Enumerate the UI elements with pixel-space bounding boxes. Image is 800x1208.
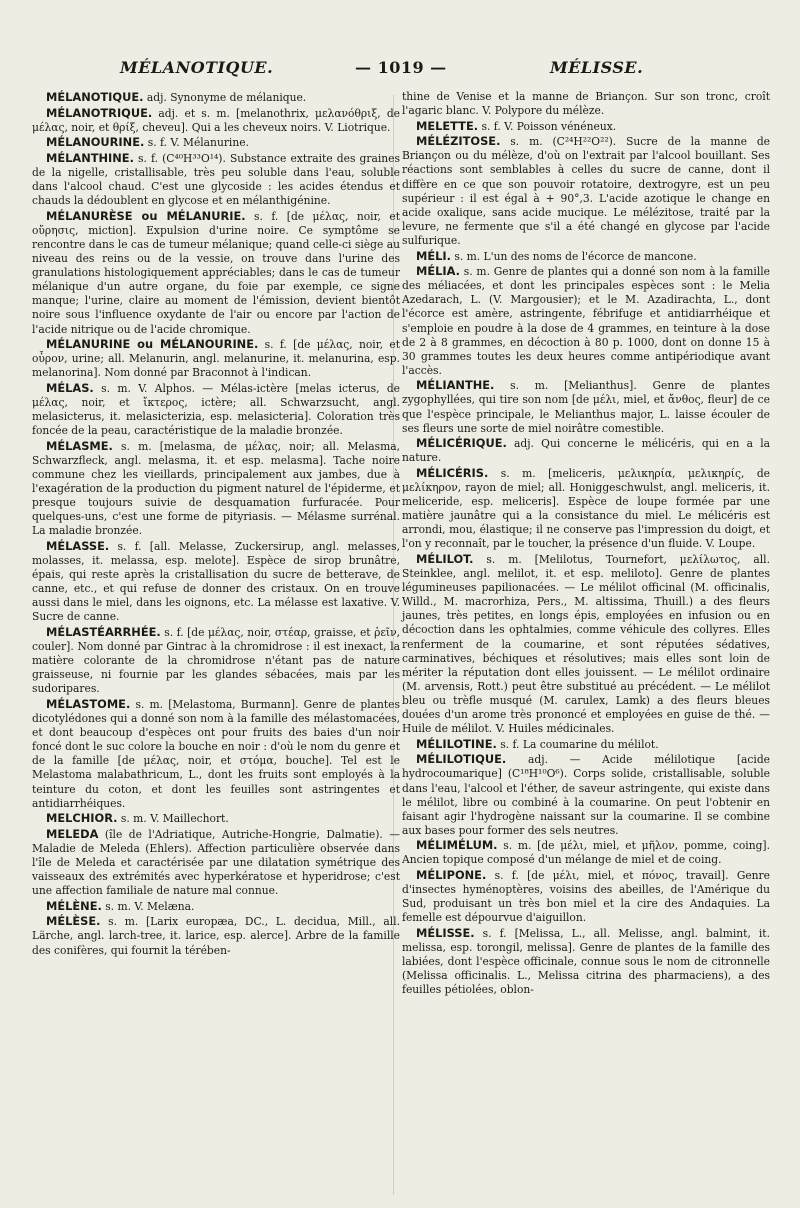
entry-headword: MÉLANOTRIQUE. xyxy=(46,105,153,120)
dictionary-entry xyxy=(402,90,770,118)
dictionary-entry xyxy=(402,752,770,838)
dictionary-entry xyxy=(32,106,400,135)
dictionary-entry xyxy=(32,209,400,337)
entry-definition: s. m. V. Maillechort. xyxy=(117,812,229,826)
page-number: — 1019 — xyxy=(355,58,447,77)
entry-definition: s. m. Genre de plantes qui a donné son nom à la famille des méliacées, et dont les principales espèces sont : le Melia Azedarach, L. (V. Margousier); et le M. Azadirachta, L., dont l'écorce est amère, astringente, fébrifuge et antidiarrhéique et s'emploie en poudre à la dose de 4 grammes, en teinture à la dose de 2 à 8 grammes, en décoction à 80 p. 1000, dont on donne 15 à 30 grammes toutes les deux heures comme antipériodique avant l'accès. xyxy=(402,265,770,377)
entry-headword: MELCHIOR. xyxy=(46,811,118,826)
dictionary-entry xyxy=(32,135,400,150)
dictionary-entry xyxy=(32,439,400,539)
right-column xyxy=(402,90,770,998)
entry-definition: s. m. [meliceris, μελικηρία, μελικηρίς, de μελίκηρον, rayon de miel; all. Honiggeschwulst, angl. meliceris, it. meliceride, esp. meliceris]. Espèce de loupe formée par une matière jaunâtre qui a la consistance du miel. Le mélicéris est arrondi, mou, élastique; il ne conserve pas l'impression du doigt, et l'on y reconnaît, par le toucher, la présence d'un fluide. V. Loupe. xyxy=(402,466,770,551)
entry-headword: MÉLASSE. xyxy=(46,538,110,553)
dictionary-entry xyxy=(402,264,770,378)
dictionary-entry xyxy=(32,381,400,438)
entry-headword: MELETTE. xyxy=(416,118,479,133)
dictionary-entry xyxy=(32,151,400,208)
dictionary-entry xyxy=(32,90,400,105)
dictionary-entry xyxy=(32,697,400,811)
entry-headword: MÉLIMÉLUM. xyxy=(416,838,498,853)
entry-definition: s. m. [Larix europæa, DC., L. decidua, Mill., all. Lärche, angl. larch-tree, it. larice, esp. alerce]. Arbre de la famille des conifères, qui fournit la térében- xyxy=(32,915,400,957)
dictionary-entry xyxy=(32,625,400,696)
entry-definition: s. f. V. Mélanurine. xyxy=(144,136,249,150)
entry-headword: MÉLIPONE. xyxy=(416,868,487,883)
entry-headword: MÉLANURÈSE ou MÉLANURIE. xyxy=(46,208,246,223)
entry-definition: s. f. V. Poisson vénéneux. xyxy=(478,119,617,133)
running-head-left: MÉLANOTIQUE. xyxy=(120,58,274,77)
dictionary-entry xyxy=(32,827,400,898)
left-column xyxy=(32,90,400,958)
entry-headword: MÉLICÉRIQUE. xyxy=(416,436,507,451)
entry-definition: s. m. [Melastoma, Burmann]. Genre de plantes dicotylédones qui a donné son nom à la famille des mélastomacées, et dont beaucoup d'espèces ont pour fruits des baies d'un noir foncé dont le suc colore la bouche en noir : d'où le nom du genre et de la famille [de μέλας, noir, et στόμα, bouche]. Tel est le Melastoma malabathricum, L., dont les fruits sont employés à la teinture du coton, et dont les feuilles sont astringentes et antidiarrhéiques. xyxy=(32,697,400,810)
entry-headword: MÉLANURINE ou MÉLANOURINE. xyxy=(46,337,259,352)
entry-definition: s. f. [de μέλι, miel, et πόνος, travail]. Genre d'insectes hyménoptères, voisins des abeilles, de l'Amérique du Sud, produisant un très bon miel et la cire des Andaquies. La femelle est dépourvue d'aiguillon. xyxy=(402,869,770,925)
entry-headword: MÉLANOTIQUE. xyxy=(46,90,144,104)
dictionary-entry xyxy=(402,134,770,248)
entry-headword: MÉLIA. xyxy=(416,264,460,279)
entry-definition: s. f. [de μέλας, noir, στέαρ, graisse, et ῥεῖν, couler]. Nom donné par Gintrac à la chromidrose : il est inexact, la matière colorante de la chromidrose n'étant pas de nature graisseuse, ni fournie par les glandes sébacées, mais par les sudoripares. xyxy=(32,625,400,696)
running-head-right: MÉLISSE. xyxy=(550,58,644,77)
entry-headword: MÉLANOURINE. xyxy=(46,135,145,150)
dictionary-entry xyxy=(402,838,770,867)
entry-headword: MÉLASTOME. xyxy=(46,696,131,711)
entry-definition: s. m. [de μέλι, miel, et μῆλον, pomme, coing]. Ancien topique composé d'un mélange de miel et de coing. xyxy=(402,839,770,867)
dictionary-entry xyxy=(32,811,400,826)
entry-definition: adj. Synonyme de mélanique. xyxy=(143,91,307,104)
dictionary-entry xyxy=(402,737,770,752)
dictionary-entry xyxy=(32,899,400,914)
entry-definition: (île de l'Adriatique, Autriche-Hongrie, Dalmatie). — Maladie de Meleda (Ehlers). Affection particulière observée dans l'île de Meleda et caractérisée par une dilatation symétrique des vaisseaux des extrémités avec hyperkératose et hyperidrose; c'est une affection familiale de nature mal connue. xyxy=(32,827,400,898)
entry-headword: MÉLAS. xyxy=(46,380,94,395)
entry-headword: MÉLISSE. xyxy=(416,925,475,940)
entry-definition: s. m. [Melilotus, Tournefort, μελίλωτος, all. Steinklee, angl. melilot, it. et esp. meliloto]. Genre de plantes légumineuses papilionacées. — Le mélilot officinal (M. officinalis, Willd., M. macrorhiza, Pers., M. altissima, Thuill.) a des fleurs jaunes, très petites, en longs épis, employées en infusion ou en décoction dans les ophtalmies, comme véhicule des collyres. Elles renferment de la coumarine, et sont réputées sédatives, carminatives, béchiques et résolutives; mais elles sont loin de mériter la réputation dont elles jouissent. — Le mélilot ordinaire (M. arvensis, Rott.) peut être substitué au précédent. — Le mélilot bleu ou trèfle musqué (M. carulex, Lamk) a des fleurs bleues douées d'un arome très prononcé et employées en guise de thé. — Huile de mélilot. V. Huiles médicinales. xyxy=(402,553,770,736)
entry-headword: MELEDA xyxy=(46,826,99,841)
entry-definition: s. f. [de μέλας, noir, et οὖρον, urine; all. Melanurin, angl. melanurine, it. melanurina, esp. melanorina]. Nom donné par Braconnot à l'indican. xyxy=(32,338,400,380)
entry-definition: s. m. (C²⁴H²²O²²). Sucre de la manne de Briançon ou du mélèze, d'où on l'extrait par l'alcool bouillant. Ses réactions sont semblables à celles du sucre de canne, dont il diffère en ce que son pouvoir rotatoire, dextrogyre, est un peu supérieur : il est égal à + 90°,3. L'acide azotique le change en acide oxalique, sans acide mucique. Le mélézitose, traité par la levure, ne fermente que s'il a été changé en glycose par l'acide sulfurique. xyxy=(402,135,770,247)
entry-definition: s. f. [de μέλας, noir, et οὔρησις, miction]. Expulsion d'urine noire. Ce symptôme se rencontre dans le cas de tumeur mélanique; quand celle-ci siège au niveau des reins ou de la vessie, on trouve dans l'urine des granulations histologiquement appréciables; dans le cas de tumeur mélanique d'un autre organe, du foie par exemple, ce signe manque; l'urine, claire au moment de l'émission, devient bientôt noire sous l'influence oxydante de l'air ou encore par l'action de l'acide nitrique ou de l'acide chromique. xyxy=(32,209,400,336)
entry-definition: s. f. (C⁴⁰H³³O¹⁴). Substance extraite des graines de la nigelle, cristallisable, très peu soluble dans l'eau, soluble dans l'alcool chaud. C'est une glycoside : les acides étendus et chauds la dédoublent en glycose et en mélanthigénine. xyxy=(32,151,400,208)
entry-headword: MÉLI. xyxy=(416,248,451,263)
dictionary-entry xyxy=(32,914,400,957)
entry-definition: adj. Qui concerne le mélicéris, qui en a la nature. xyxy=(402,437,770,465)
entry-definition: s. m. [Melianthus]. Genre de plantes zygophyllées, qui tire son nom [de μέλι, miel, et ἄνθος, fleur] de ce que l'espèce principale, le Melianthus major, L. laisse écouler de ses fleurs une sorte de miel noirâtre comestible. xyxy=(402,379,770,435)
entry-headword: MÉLICÉRIS. xyxy=(416,465,489,480)
entry-definition: s. m. V. Alphos. — Mélas-ictère [melas icterus, de μέλας, noir, et ἴκτερος, ictère; all. Schwarzsucht, angl. melasicterus, it. melasicterizia, esp. melasicteria]. Coloration très foncée de la peau, caractéristique de la maladie bronzée. xyxy=(32,381,400,438)
entry-headword: MÉLILOTINE. xyxy=(416,736,497,751)
entry-definition: s. f. [Melissa, L., all. Melisse, angl. balmint, it. melissa, esp. torongil, melissa]. Genre de plantes de la famille des labiées, dont l'espèce officinale, connue sous le nom de citronnelle (Melissa officinalis. L., Melissa citrina des pharmaciens), a des feuilles pétiolées, oblon- xyxy=(402,926,770,997)
entry-headword: MÉLASTÉARRHÉE. xyxy=(46,624,161,639)
entry-definition: s. m. V. Melæna. xyxy=(101,899,195,913)
dictionary-entry xyxy=(402,378,770,435)
entry-definition: s. f. [all. Melasse, Zuckersirup, angl. melasses, molasses, it. melassa, esp. melote]. Espèce de sirop brunâtre, épais, qui reste après la cristallisation du sucre de betterave, de canne, etc., et qui refuse de donner des cristaux. On en trouve aussi dans le miel, dans les oignons, etc. La mélasse est laxative. V. Sucre de canne. xyxy=(32,539,400,624)
entry-definition: s. f. La coumarine du mélilot. xyxy=(496,737,659,751)
running-head xyxy=(0,58,800,84)
dictionary-entry xyxy=(402,249,770,264)
entry-headword: MÉLASME. xyxy=(46,438,113,453)
dictionary-entry xyxy=(402,119,770,134)
entry-headword: MÉLÈNE. xyxy=(46,898,102,913)
entry-headword: MÉLILOTIQUE. xyxy=(416,752,507,767)
entry-definition: thine de Venise et la manne de Briançon. Sur son tronc, croît l'agaric blanc. V. Polypore du mélèze. xyxy=(402,90,770,118)
entry-headword: MÉLANTHINE. xyxy=(46,150,134,165)
dictionary-entry xyxy=(402,436,770,465)
dictionary-entry xyxy=(402,868,770,925)
entry-headword: MÉLÉZITOSE. xyxy=(416,134,501,149)
entry-headword: MÉLIANTHE. xyxy=(416,378,495,393)
dictionary-entry xyxy=(32,539,400,625)
entry-headword: MÉLÈSE. xyxy=(46,914,101,929)
entry-definition: s. m. L'un des noms de l'écorce de mancone. xyxy=(450,249,697,263)
dictionary-entry xyxy=(402,552,770,736)
dictionary-entry xyxy=(32,337,400,380)
entry-definition: s. m. [melasma, de μέλας, noir; all. Melasma, Schwarzfleck, angl. melasma, it. et esp. melasma]. Tache noire commune chez les vieillards, principalement aux jambes, due à l'exagération de la production du pigment naturel de l'épiderme, et presque toujours suivie de desquamation furfuracée. Pour quelques-uns, c'est une forme de pityriasis. — Mélasme surrénal. La maladie bronzée. xyxy=(32,439,400,538)
dictionary-entry xyxy=(402,926,770,997)
entry-definition: adj. — Acide mélilotique [acide hydrocoumarique] (C¹⁸H¹⁰O⁶). Corps solide, cristallisable, soluble dans l'eau, l'alcool et l'éther, de saveur astringente, qui existe dans le mélilot, libre ou combiné à la coumarine. On peut l'obtenir en faisant agir l'hydrogène naissant sur la coumarine. Il se combine aux bases pour former des sels neutres. xyxy=(402,753,770,837)
dictionary-entry xyxy=(402,466,770,552)
entry-definition: adj. et s. m. [melanothrix, μελανόθριξ, de μέλας, noir, et θρίξ, cheveu]. Qui a les cheveux noirs. V. Liotrique. xyxy=(32,106,400,134)
entry-headword: MÉLILOT. xyxy=(416,552,474,566)
